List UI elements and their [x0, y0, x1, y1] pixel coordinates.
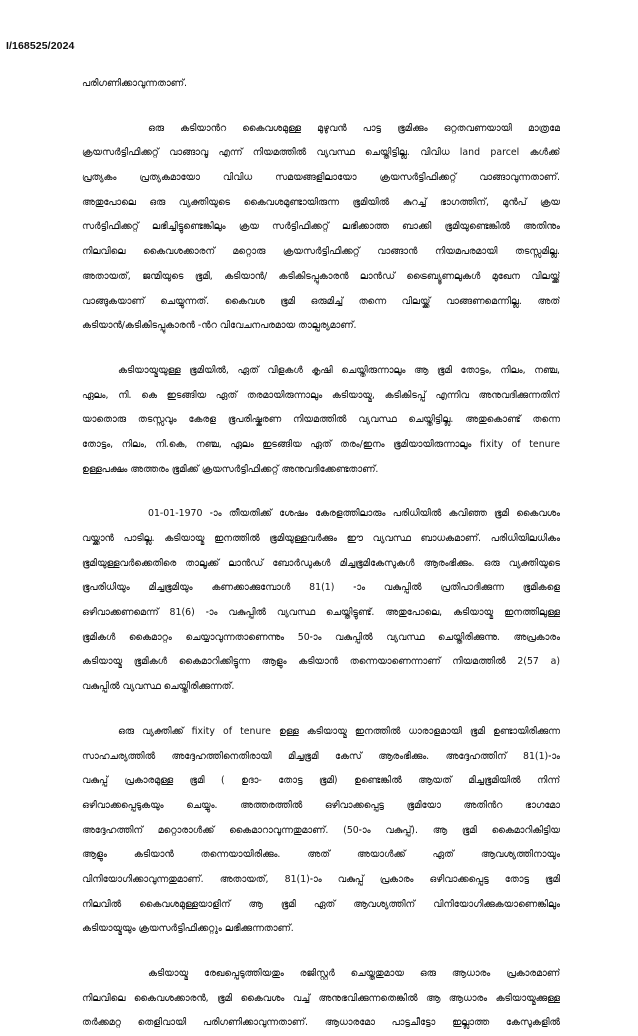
text-line: അതായത്, ജന്മിയുടെ ഭൂമി, കടിയാൻ/ കടികിടപ്പുകാരൻ ലാൻഡ് ട്രൈബ്യൂണലുകൾ മുഖേന വിലയ്ക്ക്: [82, 270, 560, 282]
text-line: ക്രയസർട്ടിഫിക്കറ്റ് വാങ്ങാവൂ എന്ന് നിയമത്തിൽ വ്യവസ്ഥ ചെയ്തിട്ടില്ല. വിവിധ land parcel കൾക്ക്: [82, 147, 560, 159]
text-line: കടിയായ്മ രേഖപ്പെടുത്തിയതും രജിസ്റ്റർ ചെയ്തതുമായ ഒരു ആധാരം പ്രകാരമാണ്: [148, 968, 560, 979]
text-line: കടിയായ്മ ഭൂമികൾ കൈമാറിക്കിട്ടുന്ന ആളും കടിയാൻ തന്നെയാണെന്നാണ് നിയമത്തിൽ 2(57 a): [82, 656, 560, 668]
text-line: വകുപ്പ് പ്രകാരമുള്ള ഭൂമി ( ഉദാ- തോട്ട ഭൂമി) ഉണ്ടെങ്കിൽ ആയത് മിച്ചഭൂമിയിൽ നിന്ന്: [82, 775, 560, 787]
paragraph-spacer: [82, 700, 560, 720]
paragraph: [82, 359, 560, 482]
paragraph: [82, 720, 560, 942]
paragraph: [82, 72, 560, 97]
text-line: പ്രത്യകം പ്രത്യകമായോ വിവിധ സമയങ്ങളിലായോ ക്രയസർട്ടിഫിക്കറ്റ് വാങ്ങാവുന്നതാണ്.: [82, 172, 560, 184]
paragraph-spacer: [82, 482, 560, 502]
text-line: കടിയായ്മയും ക്രയസർട്ടിഫിക്കറ്റും ലഭിക്കുന്നതാണ്.: [82, 923, 294, 935]
text-line: കടിയാൻ/കടികിടപ്പുകാരൻ -ൻറ വിവേചനപരമായ താല്പര്യമാണ്.: [82, 320, 357, 332]
text-line: ഒഴിവാക്കപ്പെടുകയും ചെയ്യും. അത്തരത്തിൽ ഒഴിവാക്കപ്പെട്ട ഭൂമിയോ അതിൻറ ഭാഗമോ: [82, 799, 560, 811]
text-line: ഒഴിവാക്കണമെന്ന് 81(6) -ാം വകുപ്പിൽ വ്യവസ്ഥ ചെയ്തിട്ടുണ്ട്. അതുപോലെ, കടിയായ്മ ഇനത്തിലുള്ള: [82, 607, 560, 619]
document-body: [82, 72, 560, 1036]
text-line: വാങ്ങുകയാണ് ചെയ്യുന്നത്. കൈവശ ഭൂമി ഒരുമിച്ച് തന്നെ വിലയ്ക്ക് വാങ്ങണമെന്നില്ല. അത്: [82, 295, 560, 307]
text-line: പരിഗണിക്കാവുന്നതാണ്.: [82, 78, 187, 89]
text-line: ഏലം, നി. കെ ഇടങ്ങിയ ഏത് തരമായിരുന്നാലും കടിയായ്മ, കടികിടപ്പ് എന്നിവ അനുവദിക്കുന്നതിന്: [82, 389, 560, 401]
paragraph-spacer: [82, 339, 560, 359]
text-line: ഒരു വ്യക്തിക്ക് fixity of tenure ഉള്ള കടിയായ്മ ഇനത്തിൽ ധാരാളമായി ഭൂമി ഉണ്ടായിരിക്കുന്ന: [118, 725, 560, 737]
text-line: ആളും കടിയാൻ തന്നെയായിരിക്കും. അത് അയാൾക്ക് ഏത് ആവശ്യത്തിനായും: [82, 849, 560, 861]
text-line: അതുപോലെ ഒരു വ്യക്തിയുടെ കൈവശമുണ്ടായിരുന്ന ഭൂമിയിൽ കുറച്ച് ഭാഗത്തിന്, മുൻപ് ക്രയ: [82, 196, 560, 208]
text-line: ഉള്ളപക്ഷം അത്തരം ഭൂമിക്ക് ക്രയസർട്ടിഫിക്കറ്റ് അനുവദിക്കേണ്ടതാണ്.: [82, 463, 379, 475]
text-line: സാഹചര്യത്തിൽ അദ്ദേഹത്തിനെതിരായി മിച്ചഭൂമി കേസ് ആരംഭിക്കും. അദ്ദേഹത്തിന് 81(1)-ാം: [82, 750, 560, 762]
paragraph-spacer: [82, 97, 560, 117]
text-line: തോട്ടം, നിലം, നി.കെ, നഞ്ച, ഏലം ഇടങ്ങിയ ഏത് തരം/ഇനം ഭൂമിയായിരുന്നാലും fixity of tenure: [82, 438, 560, 450]
text-line: ഭൂമിയുള്ളവർക്കെതിരെ താലൂക്ക് ലാൻഡ് ബോർഡുകൾ മിച്ചഭൂമികേസുകൾ ആരംഭിക്കും. ഒരു വ്യക്തിയുടെ: [82, 557, 560, 569]
paragraph: [82, 962, 560, 1036]
text-line: തർക്കമറ്റ തെളിവായി പരിഗണിക്കാവുന്നതാണ്. ആധാരമോ പാട്ടചീട്ടോ ഇല്ലാത്ത കേസുകളിൽ: [82, 1017, 560, 1029]
text-line: ഒരു കടിയാൻറ കൈവശമുള്ള മുഴുവൻ പാട്ട ഭൂമിക്കും ഒറ്റതവണയായി മാത്രമേ: [148, 122, 560, 134]
text-line: ഭൂമികൾ കൈമാറ്റം ചെയ്യാവുന്നതാണെന്നും 50-ാം വകുപ്പിൽ വ്യവസ്ഥ ചെയ്തിരിക്കുന്നു. അപ്രകാരം: [82, 631, 560, 643]
paragraph: [82, 117, 560, 339]
document-reference-number: I/168525/2024: [6, 40, 75, 52]
text-line: 01-01-1970 -ാം തീയതിക്ക് ശേഷം കേരളത്തിലാരും പരിധിയിൽ കവിഞ്ഞ ഭൂമി കൈവശം: [148, 508, 560, 520]
text-line: യാതൊരു തടസ്സവും കേരള ഭൂപരിഷ്കരണ നിയമത്തിൽ വ്യവസ്ഥ ചെയ്തിട്ടില്ല. അതുകൊണ്ട് തന്നെ: [82, 414, 560, 426]
text-line: നിലവിൽ കൈവശമുള്ളയാളിന് ആ ഭൂമി ഏത് ആവശ്യത്തിന് വിനിയോഗിക്കുകയാണെങ്കിലും: [82, 898, 560, 910]
text-line: സർട്ടിഫിക്കറ്റ് ലഭിച്ചിട്ടുണ്ടെങ്കിലും ക്രയ സർട്ടിഫിക്കറ്റ് ലഭിക്കാത്ത ബാക്കി ഭൂമിയുണ്ടെങ്കിൽ അതിനും: [82, 221, 560, 233]
text-line: അദ്ദേഹത്തിന് മറ്റൊരാൾക്ക് കൈമാറാവുന്നതുമാണ്. (50-ാം വകുപ്പ്). ആ ഭൂമി കൈമാറികിട്ടിയ: [82, 824, 560, 836]
text-line: വയ്ക്കാൻ പാടില്ല. കടിയായ്മ ഇനത്തിൽ ഭൂമിയുള്ളവർക്കും ഈ വ്യവസ്ഥ ബാധകമാണ്. പരിധിയിലധികം: [82, 533, 560, 544]
text-line: കടിയായ്മയുള്ള ഭൂമിയിൽ, ഏത് വിളകൾ കൃഷി ചെയ്തിരുന്നാലും ആ ഭൂമി തോട്ടം, നിലം, നഞ്ച,: [118, 364, 560, 376]
paragraph-spacer: [82, 942, 560, 962]
text-line: നിലവിലെ കൈവശക്കാരൻ, ഭൂമി കൈവശം വച്ച് അനുഭവിക്കുന്നതെങ്കിൽ ആ ആധാരം കടിയായ്മക്കുള്ള: [82, 992, 560, 1004]
text-line: നിലവിലെ കൈവശക്കാരന് മറ്റൊരു ക്രയസർട്ടിഫിക്കറ്റ് വാങ്ങാൻ നിയമപരമായി തടസ്സമില്ല.: [82, 246, 560, 258]
text-line: വിനിയോഗിക്കാവുന്നതുമാണ്. അതായത്, 81(1)-ാം വകുപ്പ് പ്രകാരം ഒഴിവാക്കപ്പെട്ട തോട്ട ഭൂമി: [82, 873, 560, 885]
paragraph: [82, 502, 560, 700]
text-line: വകുപ്പിൽ വ്യവസ്ഥ ചെയ്തിരിക്കുന്നത്.: [82, 681, 235, 693]
text-line: ഭൂപരിധിയും മിച്ചഭൂമിയും കണക്കാക്കുമ്പോൾ 81(1) -ാം വകുപ്പിൽ പ്രതിപാദിക്കുന്ന ഭൂമികളെ: [82, 582, 560, 594]
